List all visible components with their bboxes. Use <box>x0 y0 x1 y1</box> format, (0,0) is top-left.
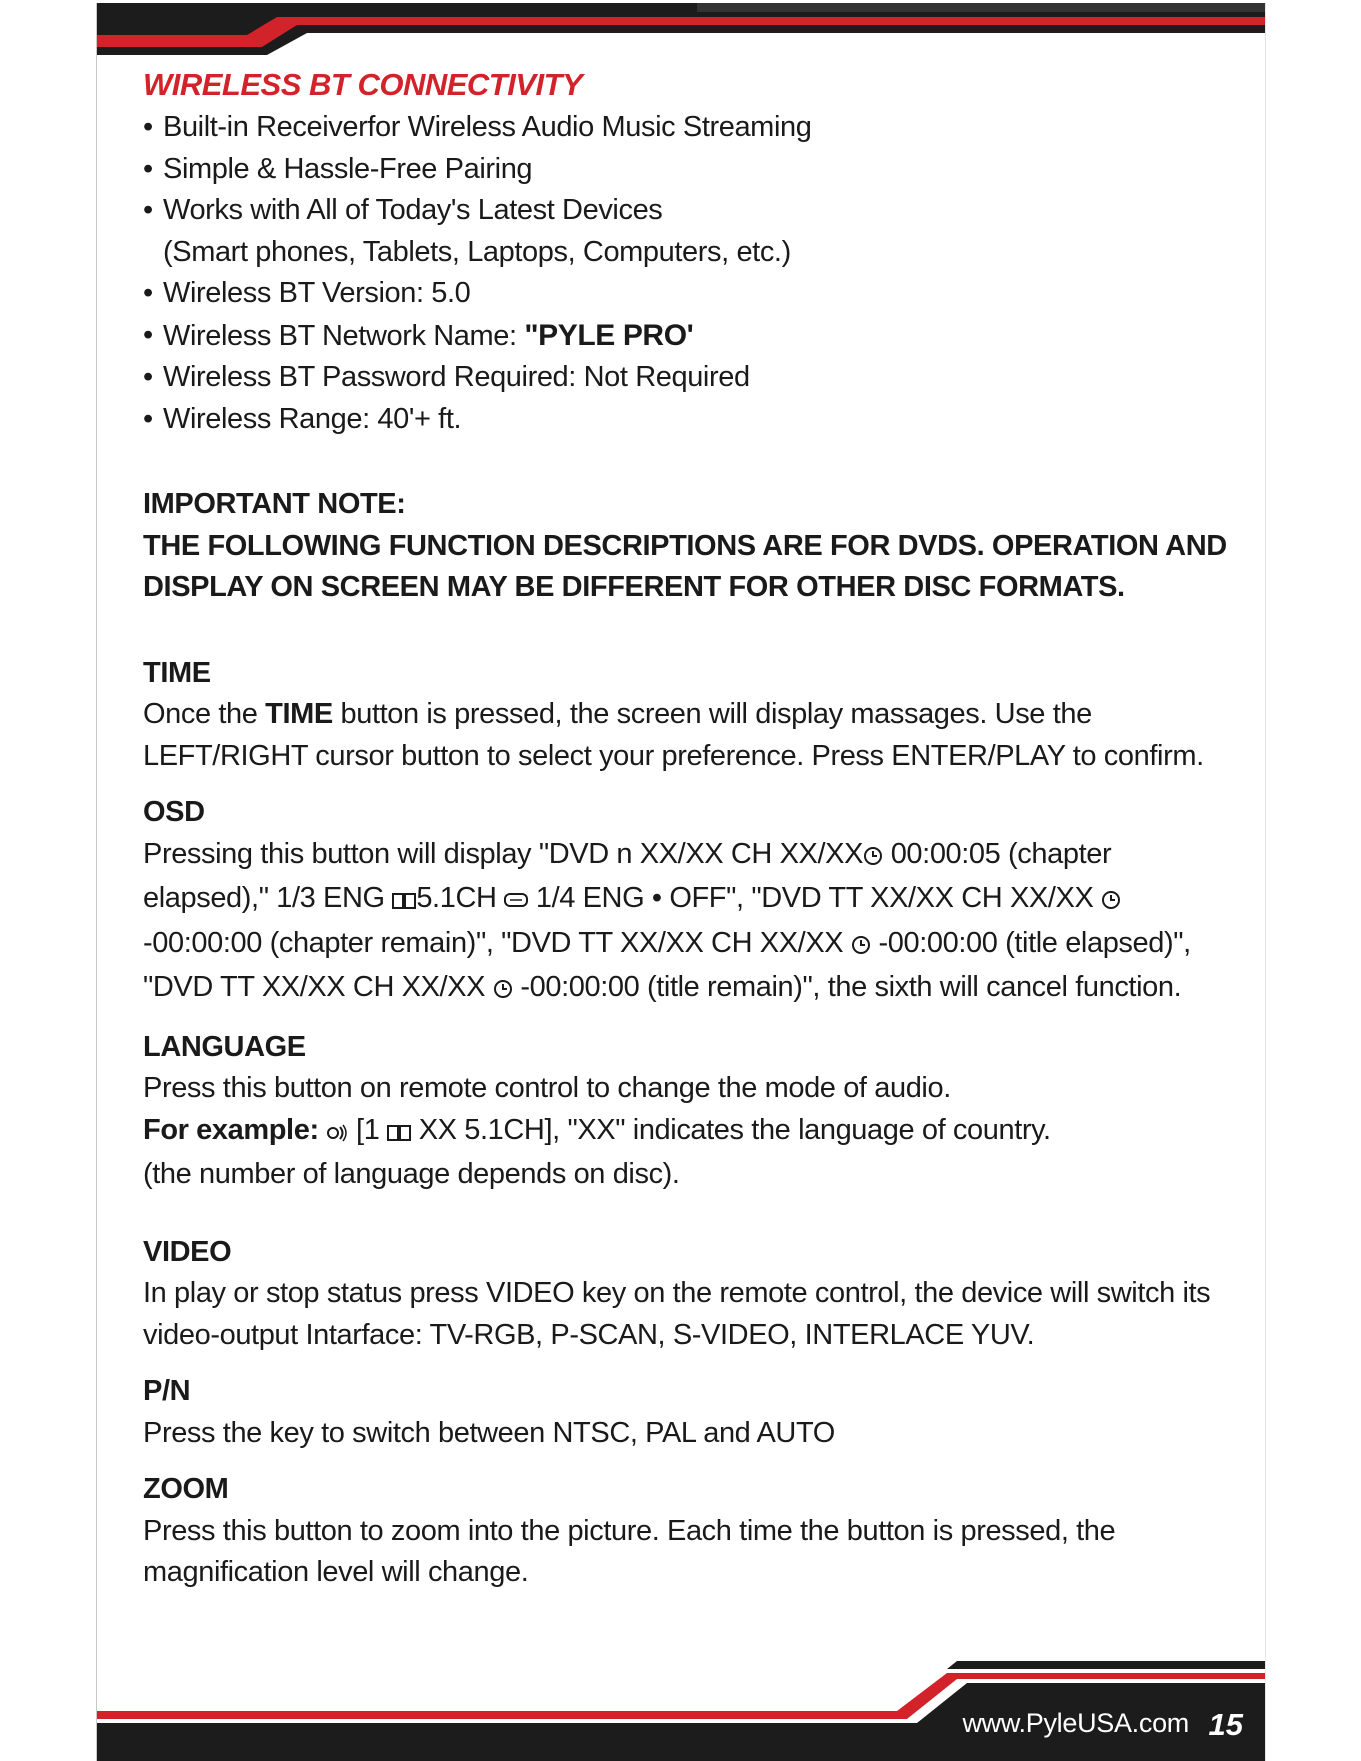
network-label: Wireless BT Network Name: <box>163 319 525 352</box>
section-text <box>143 694 1233 777</box>
list-item: • Works with All of Today's Latest Devices <box>143 190 1233 232</box>
time-keyword: TIME <box>265 698 333 730</box>
list-item: • Wireless BT Version: 5.0 <box>143 273 1233 315</box>
clock-icon <box>863 837 883 879</box>
important-heading: IMPORTANT NOTE: <box>143 488 406 520</box>
text-run: XX 5.1CH], "XX" indicates the language of country. <box>411 1113 1051 1146</box>
section-heading: TIME <box>143 656 211 689</box>
list-item: • Wireless Range: 40'+ ft. <box>143 399 1233 441</box>
text-run: 5.1CH <box>416 882 505 914</box>
osd-section <box>143 792 1233 1012</box>
text-run: 1/4 ENG • OFF", "DVD TT XX/XX CH XX/XX <box>528 882 1102 914</box>
zoom-section <box>143 1469 1233 1594</box>
section-text: Press the key to switch between NTSC, PAL and AUTO <box>143 1416 835 1449</box>
text-run: Pressing this button will display "DVD n XX/XX CH XX/XX <box>143 837 864 870</box>
text-run: -00:00:00 (title elapsed)", "DVD TT XX/XX CH XX/XX <box>143 926 1191 1003</box>
wireless-section <box>143 65 1233 440</box>
devices-note: (Smart phones, Tablets, Laptops, Computers, etc.) <box>163 235 791 268</box>
list-item: • Wireless BT Password Required: Not Required <box>143 357 1233 399</box>
section-text: In play or stop status press VIDEO key on the remote control, the device will switch its video-output Intarface: TV-RGB, P-SCAN, S-VIDEO, INTERLACE YUV. <box>143 1277 1211 1351</box>
language-section <box>143 1027 1233 1196</box>
section-text <box>143 834 1233 1012</box>
clock-icon <box>851 926 871 968</box>
important-body: THE FOLLOWING FUNCTION DESCRIPTIONS ARE FOR DVDS. OPERATION AND DISPLAY ON SCREEN MAY BE DIFFERENT FOR OTHER DISC FORMATS. <box>143 529 1227 603</box>
time-section <box>143 653 1233 778</box>
text-run: 00:00:05 (chapter elapsed)," 1/3 ENG <box>143 837 1112 914</box>
dolby-icon <box>392 881 416 923</box>
example-label: For example: <box>143 1113 319 1146</box>
audio-icon <box>326 1113 348 1155</box>
wireless-specs <box>143 273 1233 440</box>
footer-url: www.PyleUSA.com <box>962 1708 1189 1738</box>
dolby-icon <box>387 1113 411 1155</box>
text-run: Once the <box>143 698 266 730</box>
network-name: "PYLE PRO' <box>524 318 694 352</box>
important-note <box>143 484 1233 609</box>
clock-icon <box>1101 881 1121 923</box>
subtitle-icon <box>504 881 528 923</box>
section-title: WIRELESS BT CONNECTIVITY <box>143 67 583 102</box>
section-heading: P/N <box>143 1375 191 1407</box>
wireless-features <box>143 107 1233 232</box>
section-heading: VIDEO <box>143 1235 232 1268</box>
header-band <box>97 3 1265 61</box>
text-run: -00:00:00 (title remain)", the sixth will cancel function. <box>512 971 1182 1003</box>
text-run: [1 <box>348 1113 388 1146</box>
pn-section <box>143 1371 1233 1454</box>
text-run: button is pressed, the screen will display massages. Use the LEFT/RIGHT cursor button to select your preference. Press ENTER/PLAY to confirm. <box>143 698 1204 772</box>
text-run: -00:00:00 (chapter remain)", "DVD TT XX/XX CH XX/XX <box>143 926 851 959</box>
manual-page <box>96 3 1266 1761</box>
page-number: 15 <box>1208 1707 1243 1742</box>
section-heading: ZOOM <box>143 1473 229 1505</box>
list-item: • Simple & Hassle-Free Pairing <box>143 149 1233 191</box>
list-item <box>143 315 1233 358</box>
section-text: Press this button to zoom into the picture. Each time the button is pressed, the magnification level will change. <box>143 1514 1116 1588</box>
video-section <box>143 1232 1233 1357</box>
section-text: (the number of language depends on disc). <box>143 1158 680 1190</box>
example-line <box>143 1110 1233 1155</box>
section-heading: LANGUAGE <box>143 1030 306 1063</box>
list-item: • Built-in Receiverfor Wireless Audio Music Streaming <box>143 107 1233 149</box>
section-text: Press this button on remote control to change the mode of audio. <box>143 1072 951 1104</box>
clock-icon <box>493 970 513 1012</box>
section-heading: OSD <box>143 796 205 828</box>
